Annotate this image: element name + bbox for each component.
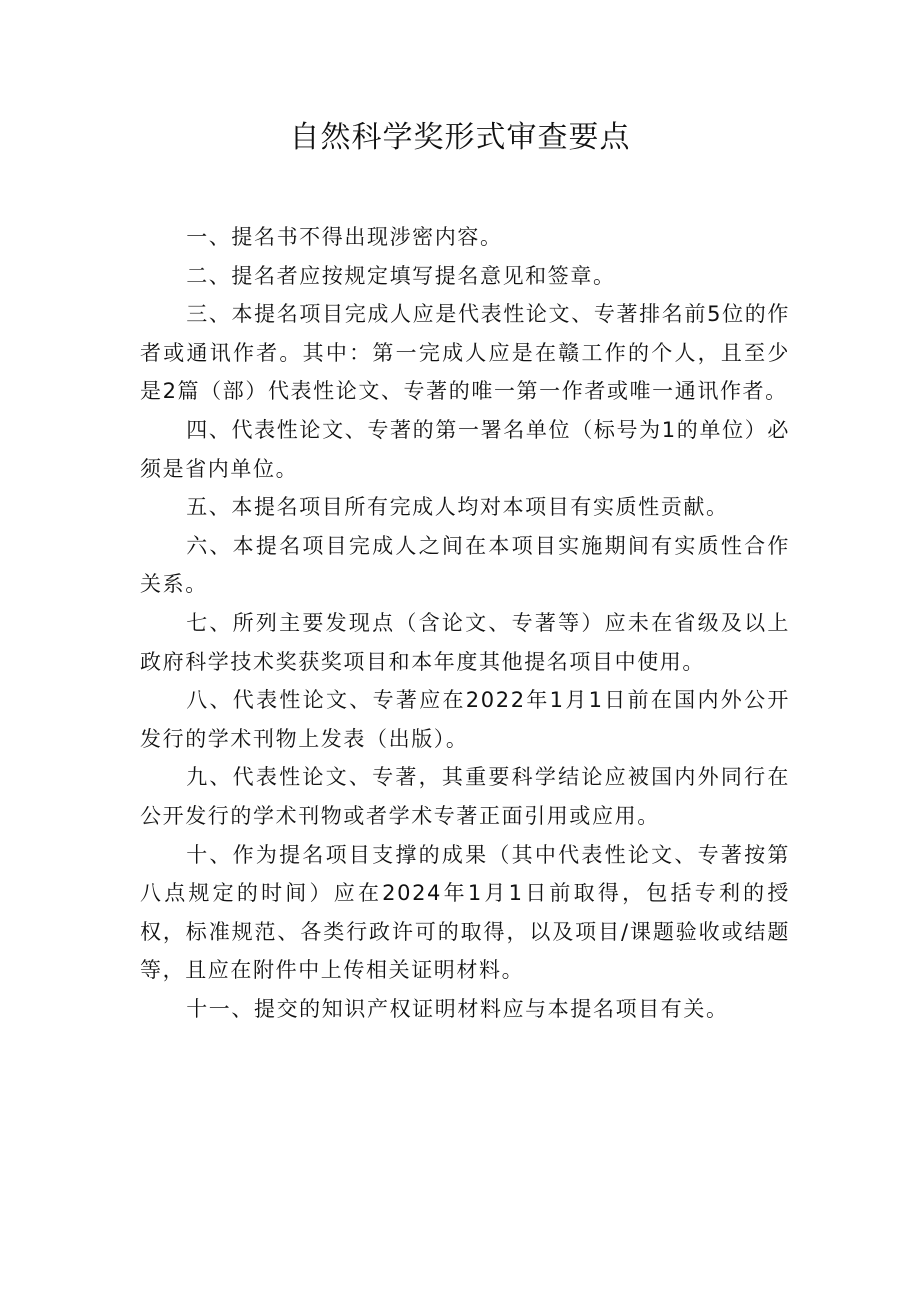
paragraph-3: 三、本提名项目完成人应是代表性论文、专著排名前5位的作者或通讯作者。其中：第一完成人应是在赣工作的个人，且至少是2篇（部）代表性论文、专著的唯一第一作者或唯一通讯作者。 [140, 302, 790, 404]
document-title: 自然科学奖形式审查要点 [289, 120, 631, 155]
paragraph-9: 九、代表性论文、专著，其重要科学结论应被国内外同行在公开发行的学术刊物或者学术专著正面引用或应用。 [140, 765, 790, 828]
paragraph-6: 六、本提名项目完成人之间在本项目实施期间有实质性合作关系。 [140, 533, 790, 597]
paragraph-2: 二、提名者应按规定填写提名意见和签章。 [186, 263, 616, 288]
paragraph-5: 五、本提名项目所有完成人均对本项目有实质性贡献。 [186, 495, 729, 520]
paragraph-11: 十一、提交的知识产权证明材料应与本提名项目有关。 [186, 996, 729, 1021]
paragraph-1: 一、提名书不得出现涉密内容。 [186, 225, 503, 249]
document-body [140, 218, 790, 1028]
paragraph-4: 四、代表性论文、专著的第一署名单位（标号为1的单位）必须是省内单位。 [140, 417, 790, 481]
paragraph-7: 七、所列主要发现点（含论文、专著等）应未在省级及以上政府科学技术奖获奖项目和本年度其他提名项目中使用。 [140, 610, 790, 674]
paragraph-8: 八、代表性论文、专著应在2022年1月1日前在国内外公开发行的学术刊物上发表（出版）。 [140, 688, 790, 751]
paragraph-10: 十、作为提名项目支撑的成果（其中代表性论文、专著按第八点规定的时间）应在2024年1月1日前取得，包括专利的授权，标准规范、各类行政许可的取得，以及项目/课题验收或结题等，且应在附件中上传相关证明材料。 [140, 842, 790, 983]
